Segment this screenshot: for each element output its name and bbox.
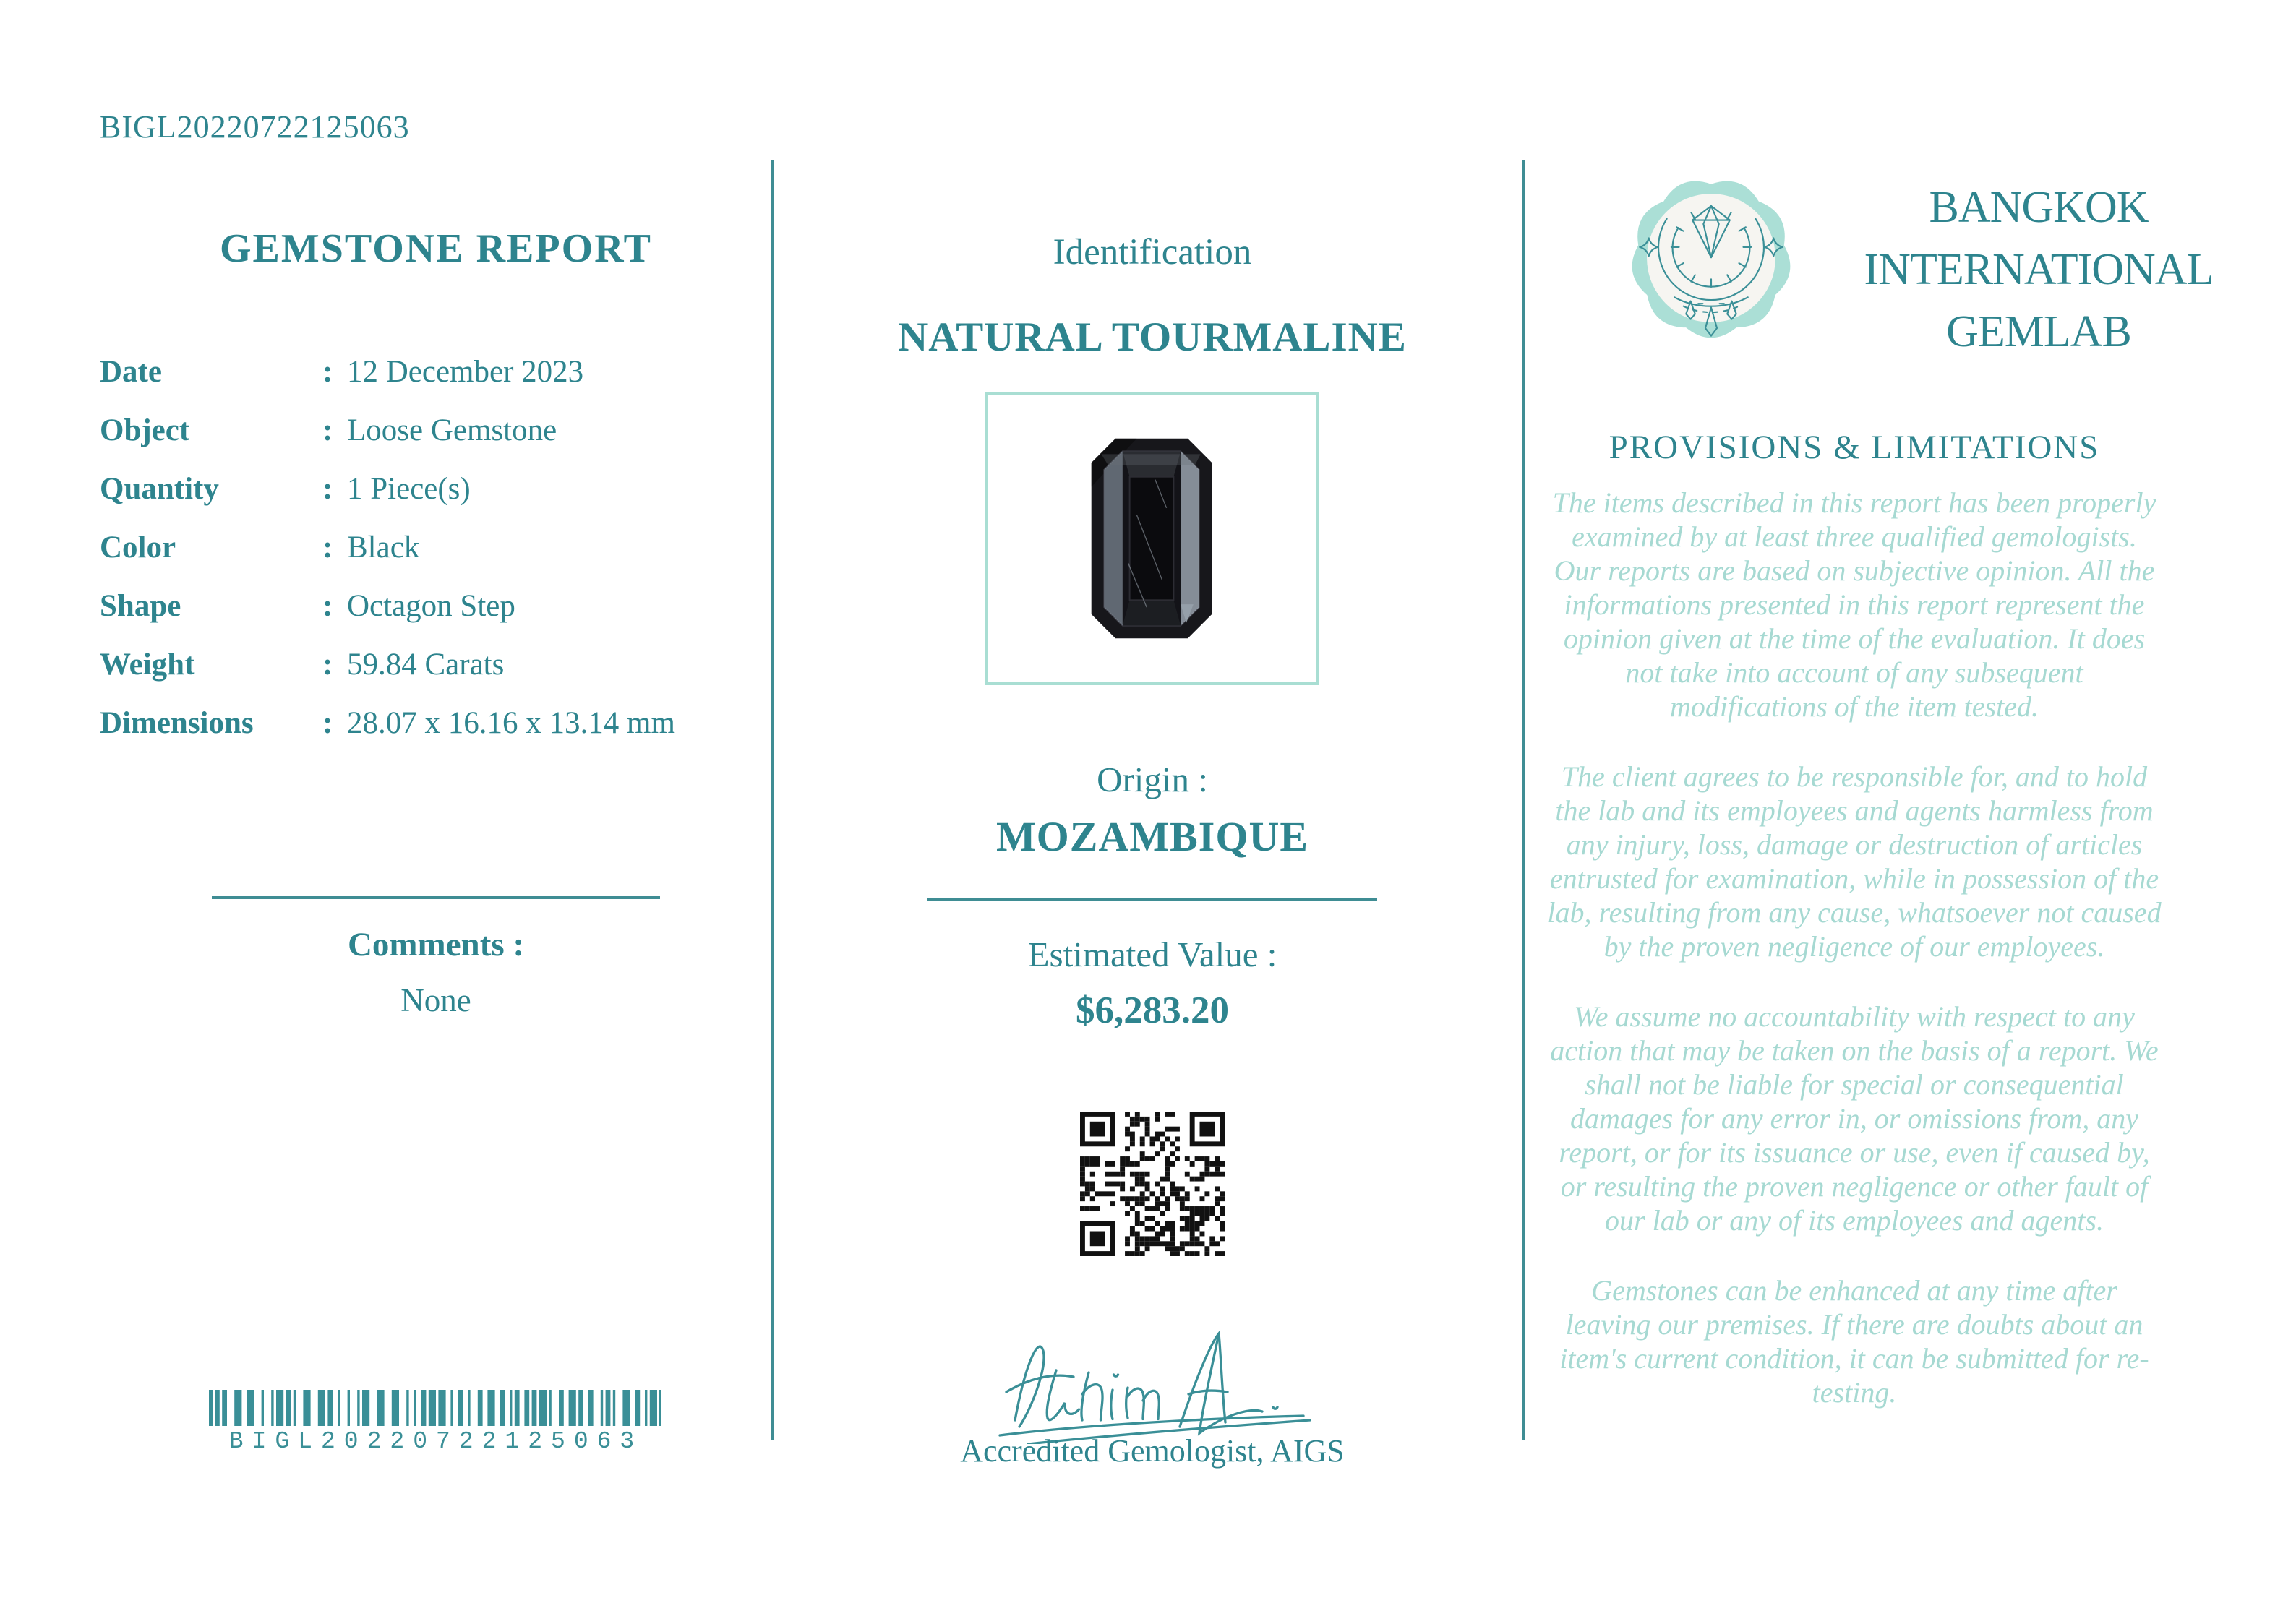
comments-divider-line <box>212 896 660 899</box>
report-title: GEMSTONE REPORT <box>220 226 652 271</box>
report-fields <box>100 354 772 764</box>
provisions-title: PROVISIONS & LIMITATIONS <box>1609 429 2100 466</box>
field-colon: : <box>322 530 333 564</box>
comments-value: None <box>400 982 471 1018</box>
field-colon: : <box>322 589 333 623</box>
barcode-text: BIGL20220722125063 <box>228 1428 643 1455</box>
field-value: Black <box>347 530 420 564</box>
origin-label: Origin : <box>1097 760 1208 799</box>
gem-photo-frame <box>985 392 1319 685</box>
field-value: 59.84 Carats <box>347 648 505 682</box>
field-value: Loose Gemstone <box>347 413 557 447</box>
provision-paragraph: The items described in this report has been properly examined by at least three qualified gemologists. Our reports are based on subjective opinion. All the informations presented in this report represent the opinion given at the time of the evaluation. It does not take into account of any subsequent modifications of the item tested. <box>1552 486 2156 723</box>
provision-paragraph: The client agrees to be responsible for, and to hold the lab and its employees and agents harmless from any injury, loss, damage or destruction of articles entrusted for examination, while in possession of the lab, resulting from any cause, whatsoever not caused by the proven negligence of our employees. <box>1547 760 2162 963</box>
field-row-quantity <box>100 471 772 530</box>
field-label: Dimensions <box>100 706 254 740</box>
comments-label: Comments : <box>347 926 525 963</box>
field-row-object <box>100 413 772 471</box>
lab-section <box>1533 0 2296 1624</box>
lab-logo-icon <box>1618 165 1804 351</box>
report-number: BIGL20220722125063 <box>100 109 410 145</box>
field-colon: : <box>322 706 333 740</box>
field-colon: : <box>322 472 333 506</box>
lab-name-line: INTERNATIONAL <box>1864 245 2214 294</box>
estimated-value-label: Estimated Value : <box>1027 935 1277 974</box>
report-details-section <box>100 0 772 1624</box>
lab-name <box>1786 176 2292 363</box>
species-name: NATURAL TOURMALINE <box>898 314 1407 360</box>
field-row-color <box>100 530 772 588</box>
origin-value: MOZAMBIQUE <box>995 813 1309 860</box>
qr-code <box>1080 1112 1225 1256</box>
field-colon: : <box>322 355 333 389</box>
barcode <box>209 1390 663 1426</box>
provisions-text <box>1547 486 2162 1445</box>
field-row-weight <box>100 647 772 705</box>
identification-heading: Identification <box>1053 232 1252 272</box>
identification-section <box>781 0 1524 1624</box>
field-row-dimensions <box>100 705 772 764</box>
estimated-value: $6,283.20 <box>1076 989 1229 1031</box>
value-divider-line <box>927 898 1377 901</box>
field-value: 12 December 2023 <box>347 355 584 389</box>
signature <box>989 1314 1314 1444</box>
field-row-date <box>100 354 772 413</box>
provision-paragraph: Gemstones can be enhanced at any time after leaving our premises. If there are doubts about an item's current condition, it can be submitted for re-testing. <box>1559 1274 2149 1409</box>
provision-paragraph: We assume no accountability with respect to any action that may be taken on the basis of a report. We shall not be liable for special or consequential damages for any error in, or omissions from, any report, or for its issuance or use, even if caused by, or resulting the proven negligence or other fault of our lab or any of its employees and agents. <box>1550 1000 2159 1237</box>
field-label: Quantity <box>100 472 219 506</box>
field-label: Shape <box>100 589 181 623</box>
field-row-shape <box>100 588 772 647</box>
lab-name-line: BANGKOK <box>1929 183 2149 232</box>
field-label: Object <box>100 413 190 447</box>
gem-photo <box>988 395 1316 682</box>
signatory-title: Accredited Gemologist, AIGS <box>960 1433 1345 1469</box>
field-label: Date <box>100 355 162 389</box>
field-colon: : <box>322 413 333 447</box>
field-value: 28.07 x 16.16 x 13.14 mm <box>347 706 675 740</box>
field-label: Color <box>100 530 176 564</box>
field-colon: : <box>322 648 333 682</box>
lab-name-line: GEMLAB <box>1946 307 2131 356</box>
field-value: Octagon Step <box>347 589 515 623</box>
field-label: Weight <box>100 648 195 682</box>
field-value: 1 Piece(s) <box>347 472 471 506</box>
